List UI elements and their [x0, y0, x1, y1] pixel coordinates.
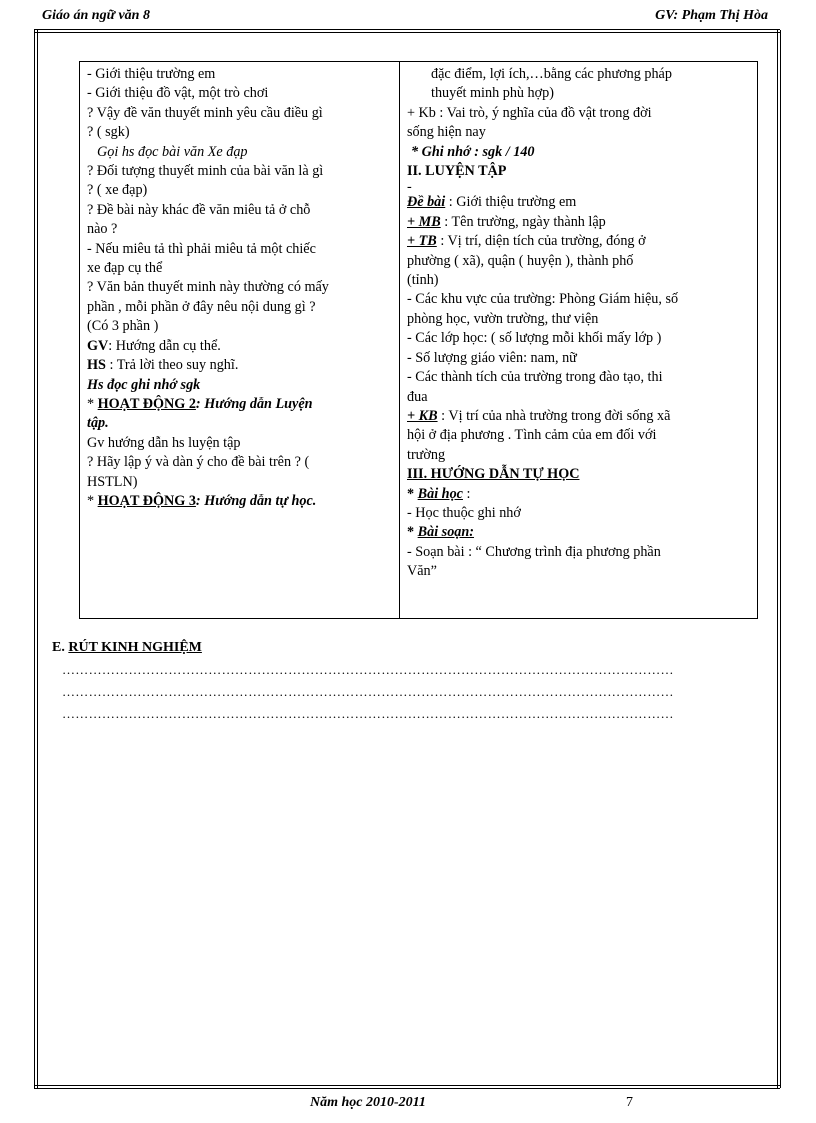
- hs-label: HS: [87, 357, 106, 374]
- right-line: - Các thành tích của trường trong đào tạo, thi: [407, 369, 663, 386]
- left-line: (Có 3 phần ): [87, 318, 159, 335]
- left-line: - Nếu miêu tả thì phải miêu tả một chiếc: [87, 240, 316, 257]
- hs-text: : Trả lời theo suy nghĩ.: [105, 357, 239, 374]
- left-line: ? Vậy đề văn thuyết minh yêu cầu điều gì: [87, 104, 323, 121]
- right-line: đua: [407, 388, 428, 405]
- tb-line: [407, 232, 751, 251]
- left-line: Gọi hs đọc bài văn Xe đạp: [97, 143, 248, 160]
- left-line-gv: [87, 337, 393, 356]
- lesson-label: Bài học: [417, 485, 463, 502]
- prep-line: [407, 523, 751, 542]
- left-line: phần , mỗi phần ở đây nêu nội dung gì ?: [87, 298, 316, 315]
- right-line: thuyết minh phù hợp): [431, 85, 554, 102]
- right-line: phường ( xã), quận ( huyện ), thành phố: [407, 252, 634, 269]
- left-line: Hs đọc ghi nhớ sgk: [87, 376, 201, 393]
- gv-label: GV: [87, 337, 109, 354]
- activity-2-title: : Hướng dẫn Luyện: [195, 395, 313, 412]
- right-line: (tỉnh): [407, 272, 439, 289]
- right-line: - Số lượng giáo viên: nam, nữ: [407, 349, 577, 366]
- tb-text: : Vị trí, diện tích của trường, đóng ở: [436, 233, 646, 250]
- activity-2-label: HOẠT ĐỘNG 2: [97, 395, 196, 412]
- right-line: sống hiện nay: [407, 124, 486, 141]
- left-line: - Giới thiệu trường em: [87, 66, 216, 82]
- left-line: ? Văn bản thuyết minh này thường có mấy: [87, 279, 329, 296]
- right-line: - Soạn bài : “ Chương trình địa phương phần: [407, 543, 661, 560]
- left-line: xe đạp cụ thể: [87, 260, 163, 277]
- left-line: ? ( sgk): [87, 124, 130, 141]
- topic-text: : Giới thiệu trường em: [445, 194, 577, 211]
- frame-right-inner: [777, 30, 778, 1088]
- footer-rule: [34, 1088, 780, 1089]
- gv-text: : Hướng dẫn cụ thể.: [108, 337, 221, 354]
- kb-text: : Vị trí của nhà trường trong đời sống xã: [437, 407, 671, 424]
- table-right-column: [407, 65, 751, 582]
- right-line: trường: [407, 446, 446, 463]
- lesson-star: *: [407, 485, 418, 502]
- right-line: - Học thuộc ghi nhớ: [407, 504, 521, 521]
- left-line: - Giới thiệu đồ vật, một trò chơi: [87, 85, 269, 102]
- memo-note: * Ghi nhớ : sgk / 140: [411, 143, 535, 160]
- activity-3-title: : Hướng dẫn tự học.: [195, 492, 317, 509]
- activity-3-heading: [87, 492, 393, 511]
- right-line: - Các khu vực của trường: Phòng Giám hiệu, số: [407, 291, 679, 308]
- left-line-hs: [87, 356, 393, 375]
- notes-line: …………………………………………………………………………………………………………………………: [62, 684, 674, 699]
- section-e-title: RÚT KINH NGHIỆM: [68, 640, 202, 655]
- right-line: -: [407, 179, 412, 196]
- right-line: phòng học, vườn trường, thư viện: [407, 310, 599, 327]
- left-line: HSTLN): [87, 473, 138, 490]
- left-line: ? ( xe đạp): [87, 182, 148, 199]
- prep-label: Bài soạn:: [417, 524, 475, 541]
- right-line: + Kb : Vai trò, ý nghĩa của đồ vật trong đời: [407, 104, 652, 121]
- frame-left-inner: [37, 30, 38, 1088]
- topic-label: Đề bài: [407, 194, 446, 211]
- left-line: tập.: [87, 415, 109, 432]
- section-e-label: E.: [52, 640, 69, 655]
- activity-3-label: HOẠT ĐỘNG 3: [97, 492, 196, 509]
- lesson-table: [79, 61, 758, 619]
- right-line: - Các lớp học: ( số lượng mỗi khối mấy lớp ): [407, 330, 662, 347]
- table-left-column: [87, 65, 393, 511]
- page-number: 7: [626, 1095, 633, 1110]
- left-line: ? Đề bài này khác đề văn miêu tả ở chỗ: [87, 201, 311, 218]
- right-line: hội ở địa phương . Tình cảm của em đối với: [407, 427, 657, 444]
- left-line: Gv hướng dẫn hs luyện tập: [87, 434, 241, 451]
- footer-rule-inner: [34, 1085, 780, 1086]
- right-line: Văn”: [407, 563, 437, 580]
- mb-line: [407, 213, 751, 232]
- topic-line: [407, 193, 751, 212]
- section-e-heading: [52, 640, 202, 656]
- header-subject: Giáo án ngữ văn 8: [42, 8, 150, 23]
- lesson-line: [407, 485, 751, 504]
- left-line: ? Đối tượng thuyết minh của bài văn là gì: [87, 163, 324, 180]
- notes-line: …………………………………………………………………………………………………………………………: [62, 662, 674, 677]
- right-line: đặc điểm, lợi ích,…bằng các phương pháp: [431, 66, 672, 82]
- section-ii-heading: II. LUYỆN TẬP: [407, 163, 507, 180]
- frame-left: [34, 30, 35, 1088]
- kb-line: [407, 407, 751, 426]
- prep-star: *: [407, 524, 418, 541]
- activity-2-star: *: [87, 395, 98, 412]
- frame-right: [780, 30, 781, 1088]
- notes-line: …………………………………………………………………………………………………………………………: [62, 706, 674, 721]
- mb-label: + MB: [407, 213, 441, 230]
- kb-label: + KB: [407, 407, 438, 424]
- left-line: nào ?: [87, 221, 118, 238]
- mb-text: : Tên trường, ngày thành lập: [440, 213, 606, 230]
- left-line: ? Hãy lập ý và dàn ý cho đề bài trên ? (: [87, 454, 310, 471]
- footer-year: Năm học 2010-2011: [310, 1095, 426, 1110]
- header-rule-inner: [34, 32, 780, 33]
- tb-label: + TB: [407, 233, 437, 250]
- table-column-divider: [399, 62, 400, 618]
- header-teacher: GV: Phạm Thị Hòa: [655, 8, 768, 23]
- activity-2-heading: [87, 395, 393, 414]
- header-rule: [34, 29, 780, 30]
- lesson-colon: :: [462, 485, 471, 502]
- section-iii-heading: III. HƯỚNG DẪN TỰ HỌC: [407, 466, 580, 483]
- activity-3-star: *: [87, 492, 98, 509]
